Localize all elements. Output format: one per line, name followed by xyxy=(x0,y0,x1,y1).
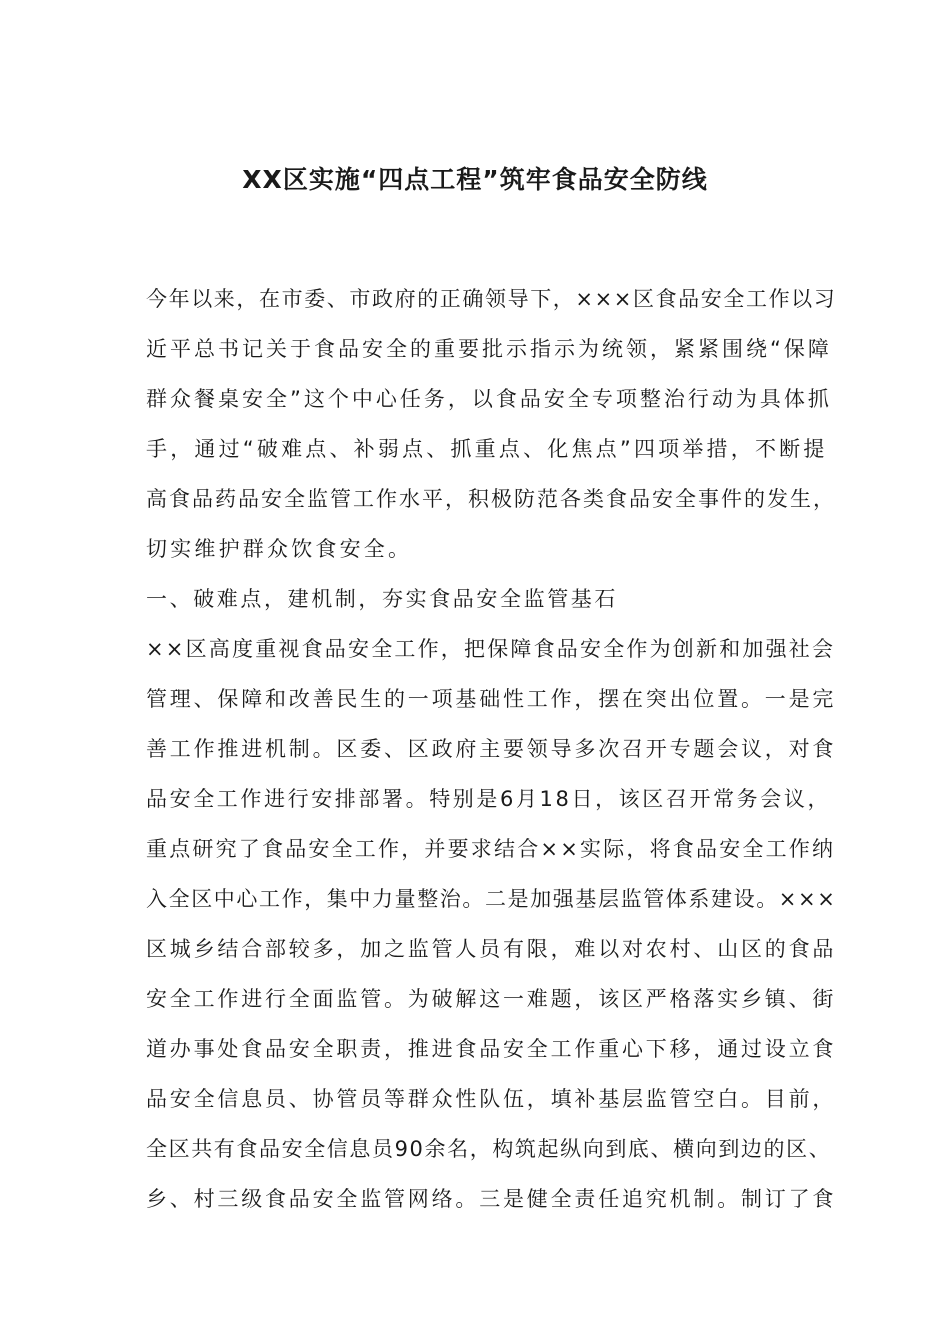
document-title: XX区实施“四点工程”筑牢食品安全防线 xyxy=(242,165,708,194)
body-line: 入全区中心工作，集中力量整治。二是加强基层监管体系建设。××× xyxy=(146,887,837,911)
body-line: 乡、村三级食品安全监管网络。三是健全责任追究机制。制订了食 xyxy=(146,1187,837,1211)
body-line: 善工作推进机制。区委、区政府主要领导多次召开专题会议，对食 xyxy=(146,737,837,761)
body-line: 品安全工作进行安排部署。特别是6月18日，该区召开常务会议， xyxy=(146,787,832,811)
body-line: 全区共有食品安全信息员90余名，构筑起纵向到底、横向到边的区、 xyxy=(146,1137,832,1161)
body-line: ××区高度重视食品安全工作，把保障食品安全作为创新和加强社会 xyxy=(146,637,836,661)
document-body xyxy=(146,278,836,1228)
section-heading: 一、破难点，建机制，夯实食品安全监管基石 xyxy=(146,587,618,611)
body-line: 切实维护群众饮食安全。 xyxy=(146,537,413,561)
body-line: 区城乡结合部较多，加之监管人员有限，难以对农村、山区的食品 xyxy=(146,937,837,961)
body-line: 近平总书记关于食品安全的重要批示指示为统领，紧紧围绕“保障 xyxy=(146,337,832,361)
body-line: 道办事处食品安全职责，推进食品安全工作重心下移，通过设立食 xyxy=(146,1037,837,1061)
body-line: 管理、保障和改善民生的一项基础性工作，摆在突出位置。一是完 xyxy=(146,687,837,711)
body-line: 群众餐桌安全”这个中心任务，以食品安全专项整治行动为具体抓 xyxy=(146,387,832,411)
body-line: 品安全信息员、协管员等群众性队伍，填补基层监管空白。目前， xyxy=(146,1087,837,1111)
body-line: 安全工作进行全面监管。为破解这一难题，该区严格落实乡镇、街 xyxy=(146,987,837,1011)
body-line: 高食品药品安全监管工作水平，积极防范各类食品安全事件的发生， xyxy=(146,487,836,511)
body-line: 今年以来，在市委、市政府的正确领导下，×××区食品安全工作以习 xyxy=(146,287,837,311)
body-line: 重点研究了食品安全工作，并要求结合××实际，将食品安全工作纳 xyxy=(146,837,836,861)
body-line: 手，通过“破难点、补弱点、抓重点、化焦点”四项举措，不断提 xyxy=(146,437,828,461)
